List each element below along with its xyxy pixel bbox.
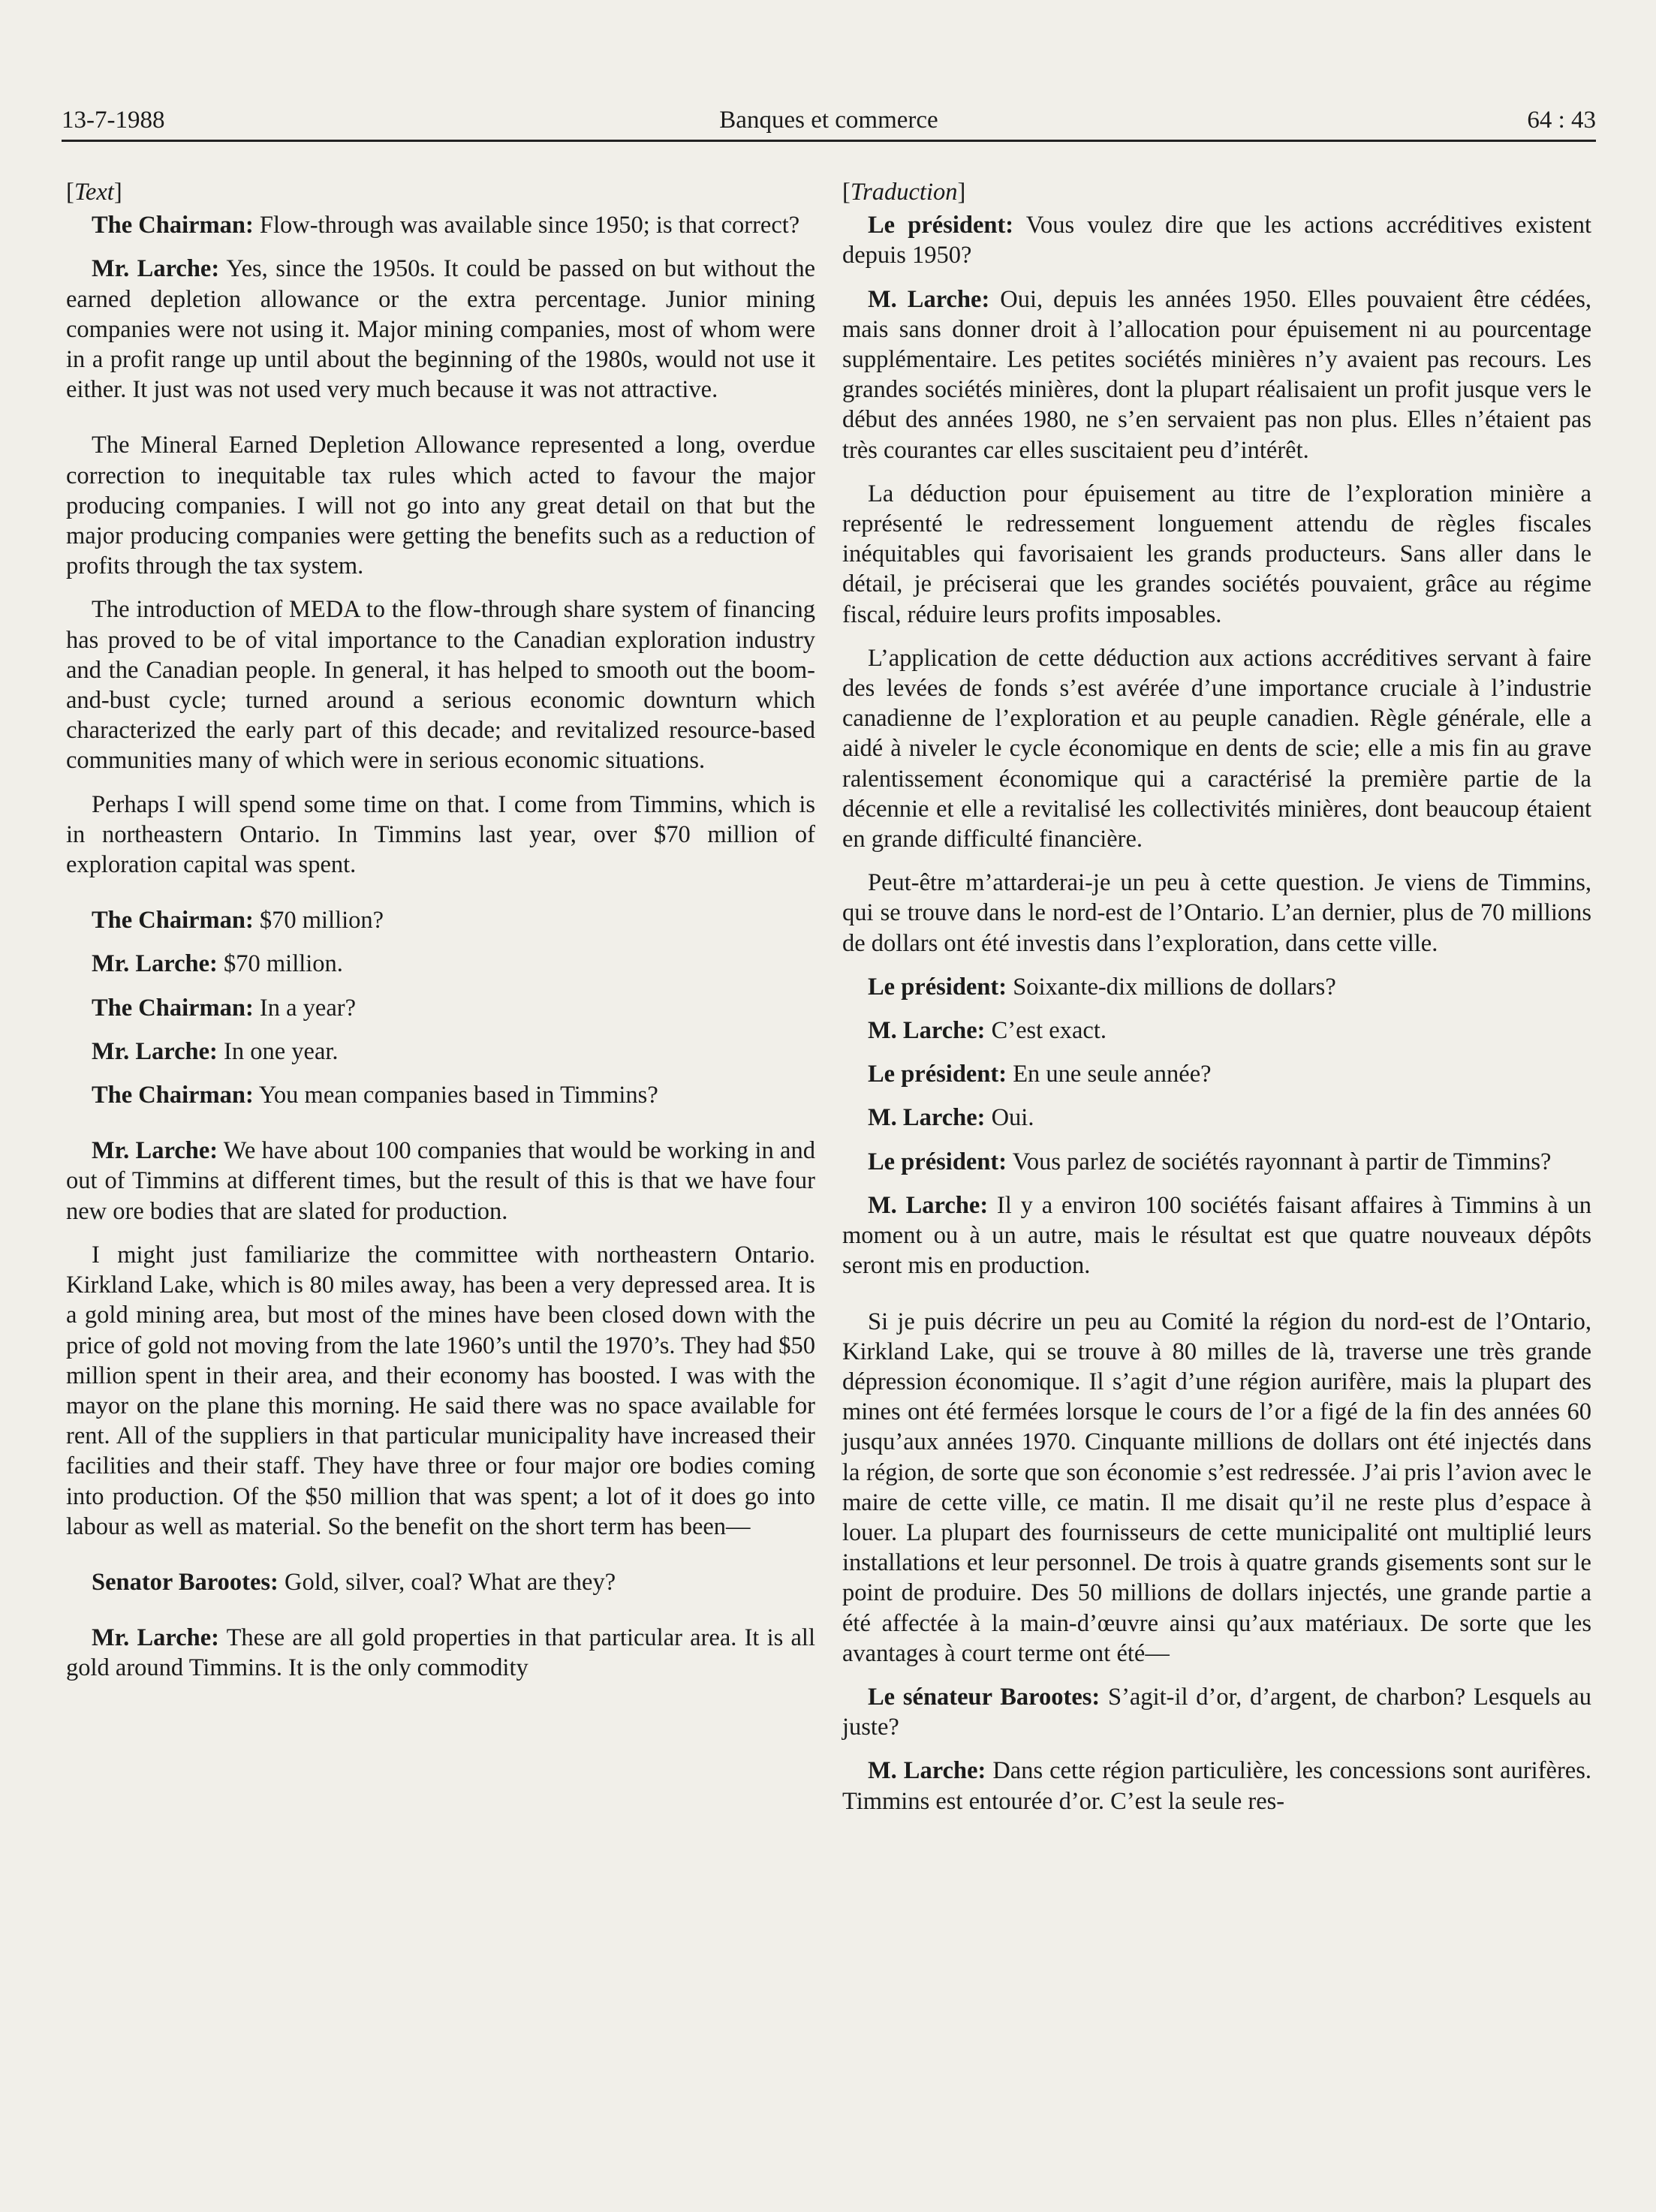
speaker-name: Le président: [868,973,1007,1001]
paragraph-text: $70 million? [253,907,384,934]
paragraph [842,210,1591,270]
paragraph-text: En une seule année? [1007,1061,1212,1088]
page-header [62,104,1596,137]
header-page-number: 64 : 43 [1527,107,1596,134]
paragraph-text: Il y a environ 100 sociétés faisant affaires à Timmins à un moment ou à un autre, mais le résultat est que quatre nouveaux dépôts seront mis en production. [842,1191,1591,1280]
speaker-name: Le président: [868,1148,1007,1175]
paragraph-text: Perhaps I will spend some time on that. I come from Timmins, which is in northeastern Ontario. In Timmins last year, over $70 million of exploration capital was spent. [66,790,815,879]
speaker-name: M. Larche: [868,1104,986,1132]
paragraph-text: In one year. [217,1037,339,1065]
paragraph-text: I might just familiarize the committee with northeastern Ontario. Kirkland Lake, which is 80 miles away, has been a very depressed area. It is a gold mining area, but most of the mines have been closed down with the price of gold not moving from the late 1960’s until the 1970’s. They had $50 million spent in their area, and their economy has boosted. I was with the mayor on the plane this morning. He said there was no space available for rent. All of the suppliers in that particular municipality have increased their facilities and their staff. They have three or four major ore bodies coming into production. Of the $50 million that was spent; a lot of it does go into labour as well as material. So the benefit on the short term has been— [66,1241,815,1540]
paragraph [66,1240,815,1542]
paragraph-text: Gold, silver, coal? What are they? [278,1568,616,1596]
paragraph-text: L’application de cette déduction aux actions accréditives servant à faire des levées de fonds s’est avérée d’une importance cruciale à l’industrie canadienne de l’exploration et au peuple canadien. Règle générale, elle a aidé à niveler le cycle économique en dents de scie; elle a mis fin au grave ralentissement économique qui a caractérisé la première partie de la décennie et elle a revitalisé les collectivités minières, dont beaucoup étaient en grande difficulté financière. [842,644,1591,853]
paragraph [842,284,1591,465]
paragraph-text: S’agit-il d’or, d’argent, de charbon? Lesquels au juste? [842,1683,1591,1741]
paragraph-text: Vous parlez de sociétés rayonnant à partir de Timmins? [1007,1148,1552,1175]
speaker-name: Senator Barootes: [92,1568,279,1596]
english-column [66,177,815,1697]
speaker-name: Mr. Larche: [92,1624,219,1652]
column-label: [Traduction] [842,179,966,206]
header-rule [62,140,1596,142]
speaker-name: Mr. Larche: [92,255,220,283]
paragraph [842,643,1591,854]
paragraph [842,1756,1591,1816]
paragraph-text: You mean companies based in Timmins? [253,1082,658,1109]
paragraph-text: Vous voulez dire que les actions accréditives existent depuis 1950? [842,212,1591,269]
paragraph [66,254,815,405]
paragraph-text: Flow-through was available since 1950; is that correct? [253,212,800,239]
paragraph [66,594,815,775]
paragraph-text: Oui, depuis les années 1950. Elles pouvaient être cédées, mais sans donner droit à l’allocation pour épuisement ni au pourcentage supplémentaire. Les petites sociétés minières n’y avaient pas recours. Les grandes sociétés minières, dont la plupart réalisaient un profit jusque vers le début des années 1980, ne s’en servaient pas non plus. Elles n’étaient pas très courantes car elles suscitaient peu d’intérêt. [842,285,1591,464]
header-date: 13-7-1988 [62,107,165,134]
speaker-name: Le président: [868,1061,1007,1088]
paragraph [66,1567,815,1597]
speaker-name: The Chairman: [92,907,254,934]
paragraph-text: C’est exact. [985,1017,1107,1045]
paragraph [66,993,815,1023]
speaker-name: Le sénateur Barootes: [868,1683,1100,1711]
column-label: [Text] [66,179,122,206]
speaker-name: M. Larche: [868,1191,989,1219]
speaker-name: The Chairman: [92,994,254,1022]
speaker-name: The Chairman: [92,1082,254,1109]
paragraph-text: The introduction of MEDA to the flow-through share system of financing has proved to be of vital importance to the Canadian exploration industry and the Canadian people. In general, it has helped to smooth out the boom-and-bust cycle; turned around a serious economic downturn which characterized the early part of this decade; and revitalized resource-based communities many of which were in serious economic situations. [66,596,815,775]
speaker-name: The Chairman: [92,212,254,239]
paragraph [842,1190,1591,1281]
speaker-name: Mr. Larche: [92,1037,218,1065]
paragraph [842,868,1591,959]
speaker-name: Mr. Larche: [92,1137,218,1165]
paragraph-text: $70 million. [217,950,343,978]
paragraph [66,1037,815,1067]
paragraph [842,972,1591,1002]
paragraph [66,905,815,935]
paragraph-text: La déduction pour épuisement au titre de l’exploration minière a représenté le redressement longuement attendu de règles fiscales inéquitables qui favorisaient les grands producteurs. Sans aller dans le détail, je préciserai que les grandes sociétés pouvaient, grâce au régime fiscal, réduire leurs profits imposables. [842,480,1591,628]
paragraph [842,1147,1591,1177]
paragraph-text: Si je puis décrire un peu au Comité la région du nord-est de l’Ontario, Kirkland Lake, qui se trouve à 80 milles de là, traverse une très grande dépression économique. Il s’agit d’une région aurifère, mais la plupart des mines ont été fermées lorsque le cours de l’or a figé de la fin des années 60 jusqu’aux années 1970. Cinquante millions de dollars ont été injectés dans la région, de sorte que son économie s’est redressée. J’ai pris l’avion avec le maire de cette ville, ce matin. Il me disait qu’il ne reste plus d’espace à louer. La plupart des fournisseurs de cette municipalité ont multiplié leurs installations et leur personnel. De trois à quatre grands gisements sont sur le point de produire. Des 50 millions de dollars injectés, une grande partie a été affectée à la main-d’œuvre ainsi qu’aux matériaux. De sorte que les avantages à court terme ont été— [842,1308,1591,1667]
paragraph-text: Dans cette région particulière, les concessions sont aurifères. Timmins est entourée d’or. C’est la seule res- [842,1757,1591,1815]
paragraph-text: In a year? [253,994,357,1022]
paragraph [842,479,1591,630]
paragraph [842,1307,1591,1669]
paragraph-text: We have about 100 companies that would be working in and out of Timmins at different times, but the result of this is that we have four new ore bodies that are slated for production. [66,1137,815,1225]
paragraph [66,1136,815,1226]
paragraph [842,1682,1591,1742]
speaker-name: Le président: [868,212,1014,239]
paragraph-text: The Mineral Earned Depletion Allowance represented a long, overdue correction to inequitable tax rules which acted to favour the major producing companies. I will not go into any great detail on that but the major producing companies were getting the benefits such as a reduction of profits through the tax system. [66,432,815,580]
paragraph [66,430,815,581]
paragraph-text: Soixante-dix millions de dollars? [1007,973,1336,1001]
paragraph-text: Oui. [985,1104,1034,1132]
paragraph [842,1059,1591,1089]
french-column [842,177,1591,1830]
paragraph [66,210,815,240]
paragraph [66,1080,815,1110]
paragraph [842,1016,1591,1046]
speaker-name: M. Larche: [868,1757,986,1785]
paragraph-text: These are all gold properties in that particular area. It is all gold around Timmins. It is the only commodity [66,1624,815,1682]
paragraph-text: Peut-être m’attarderai-je un peu à cette question. Je viens de Timmins, qui se trouve dans le nord-est de l’Ontario. L’an dernier, plus de 70 millions de dollars ont été investis dans l’exploration, dans cette ville. [842,869,1591,957]
paragraph-text: Yes, since the 1950s. It could be passed on but without the earned depletion allowance or the extra percentage. Junior mining companies were not using it. Major mining companies, most of whom were in a profit range up until about the beginning of the 1980s, would not use it either. It just was not used very much because it was not attractive. [66,255,815,404]
paragraph [66,1623,815,1683]
speaker-name: M. Larche: [868,1017,986,1045]
paragraph [66,949,815,979]
speaker-name: Mr. Larche: [92,950,218,978]
paragraph [66,790,815,880]
paragraph [842,1103,1591,1133]
header-title: Banques et commerce [719,107,938,134]
speaker-name: M. Larche: [868,285,990,313]
